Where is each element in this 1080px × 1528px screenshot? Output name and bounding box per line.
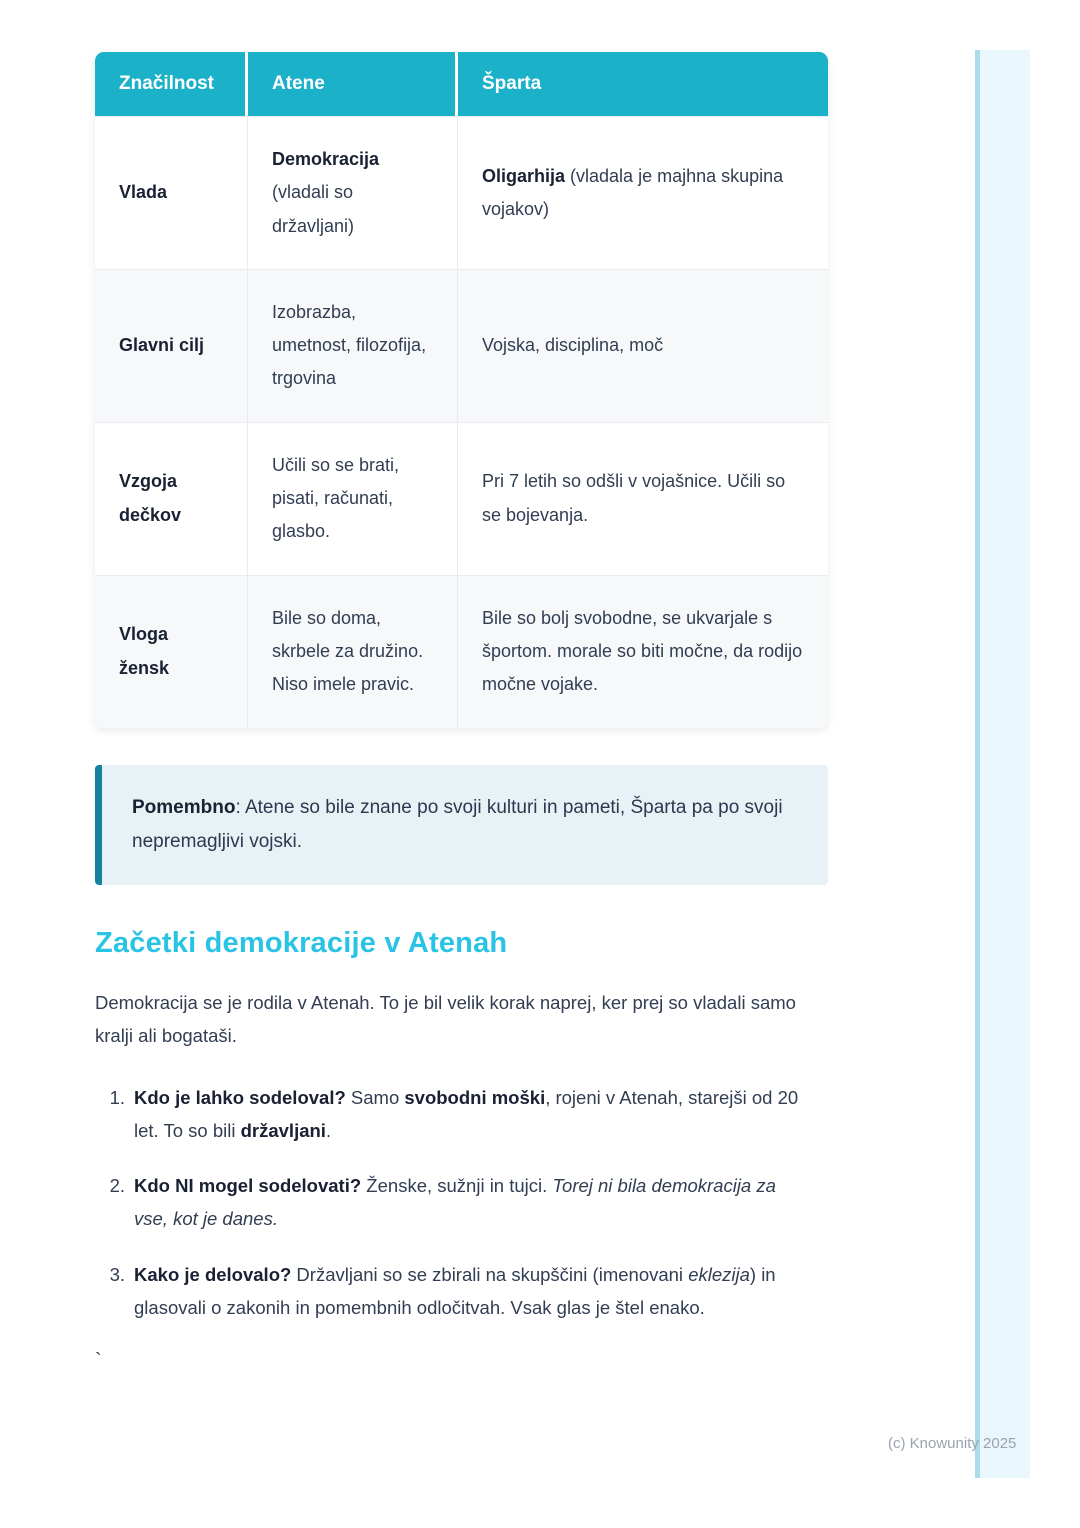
row-feature-label: Vzgoja dečkov [95,422,248,575]
list-item-text: ) in glasovali o zakonih in pomembnih odločitvah. Vsak glas je štel enako. [134,1263,776,1319]
cell-bold-text: Oligarhija [482,165,566,186]
table-header-znacilnost: Značilnost [95,52,248,116]
cell-atene-vloga: Bile so doma, skrbele za družino. Niso imele pravic. [248,575,458,728]
democracy-numbered-list [95,1081,828,1325]
table-row-vlada [95,116,828,269]
list-item-question: Kako je delovalo? [134,1263,292,1285]
cell-sparta-vlada [458,116,828,269]
cell-atene-glavni-cilj: Izobrazba, umetnost, filozofija, trgovina [248,269,458,422]
cell-atene-vzgoja: Učili so se brati, pisati, računati, glasbo. [248,422,458,575]
cell-sparta-vzgoja: Pri 7 letih so odšli v vojašnice. Učili so se bojevanja. [458,422,828,575]
table-row-vzgoja-deckov [95,422,828,575]
list-item [95,1169,828,1236]
row-feature-label: Glavni cilj [95,269,248,422]
list-item-bold: svobodni moški [404,1086,546,1108]
list-item-question: Kdo je lahko sodeloval? [134,1086,346,1108]
section-heading: Začetki demokracije v Atenah [95,926,508,959]
list-item-body [134,1258,814,1325]
list-item-text: Ženske, sužnji in tujci. [361,1175,553,1197]
list-item-text: Državljani so se zbirali na skupščini (imenovani [291,1263,689,1285]
table-row-glavni-cilj [95,269,828,422]
cell-text: (vladala je majhna skupina vojakov) [482,165,784,219]
list-item-question: Kdo NI mogel sodelovati? [134,1175,362,1197]
table-row-vloga-zensk [95,575,828,728]
cell-atene-vlada [248,116,458,269]
list-item-body [134,1081,814,1148]
list-item-number: 1. [109,1086,125,1108]
list-item-body [134,1169,814,1236]
list-item [95,1081,828,1148]
list-item-text: Samo [345,1086,405,1108]
row-feature-label: Vloga žensk [95,575,248,728]
list-item-text: , rojeni v Atenah, starejši od 20 let. To so bili [134,1086,799,1141]
list-item-number: 3. [109,1263,125,1285]
callout-text: : Atene so bile znane po svoji kulturi in pameti, Šparta pa po svoji nepremagljivi vojski. [132,796,783,852]
athens-sparta-comparison-table [95,52,828,728]
cell-text: (vladali so državljani) [272,182,355,236]
important-callout [95,765,828,885]
section-intro-paragraph: Demokracija se je rodila v Atenah. To je bil velik korak naprej, ker prej so vladali samo kralji ali bogataši. [95,991,796,1047]
stray-backtick-character: ` [95,1350,102,1373]
right-strip-band [980,50,1030,1478]
list-item-italic: eklezija [688,1263,750,1285]
list-item-italic: Torej ni bila demokracija za vse, kot je danes. [134,1175,776,1230]
table-header-sparta: Šparta [458,52,828,116]
list-item-text: . [325,1119,332,1141]
cell-sparta-glavni-cilj: Vojska, disciplina, moč [458,269,828,422]
table-header-atene: Atene [248,52,458,116]
table-header-row [95,52,828,116]
list-item-bold: državljani [240,1119,326,1141]
list-item [95,1258,828,1325]
list-item-number: 2. [109,1175,125,1197]
callout-label: Pomembno [132,796,236,818]
cell-bold-text: Demokracija [272,149,380,169]
copyright-notice: (c) Knowunity 2025 [888,1435,1017,1452]
row-feature-label: Vlada [95,116,248,269]
document-content [95,52,828,1373]
cell-sparta-vloga: Bile so bolj svobodne, se ukvarjale s športom. morale so biti močne, da rodijo močne vojake. [458,575,828,728]
